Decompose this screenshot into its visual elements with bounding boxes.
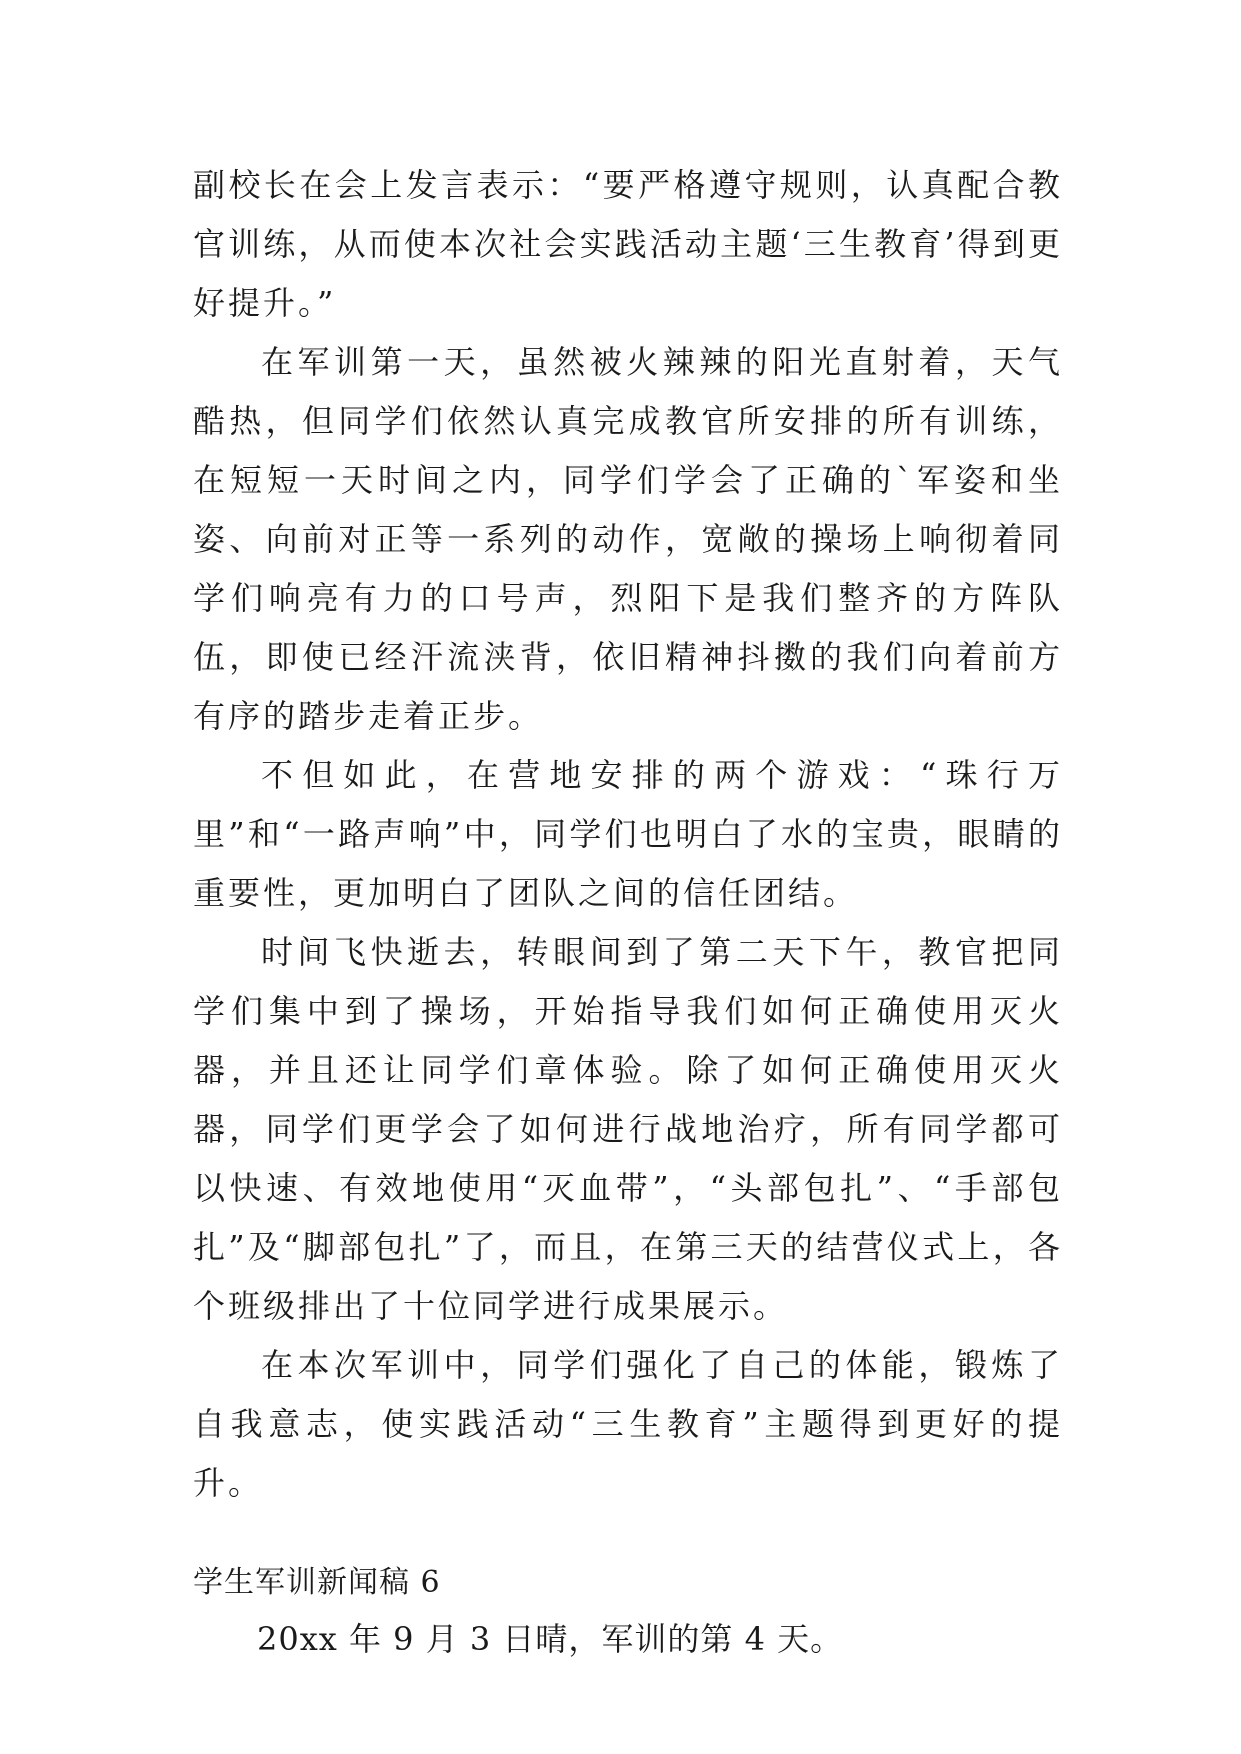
paragraph-second-day: 时间飞快逝去，转眼间到了第二天下午，教官把同学们集中到了操场，开始指导我们如何正确使用灭火器，并且还让同学们章体验。除了如何正确使用灭火器，同学们更学会了如何进行战地治疗，所有同学都可以快速、有效地使用“灭血带”，“头部包扎”、“手部包扎”及“脚部包扎”了，而且，在第三天的结营仪式上，各个班级排出了十位同学进行成果展示。	[193, 933, 1063, 1325]
section-gap	[193, 1513, 1063, 1555]
date-line: 20xx 年 9 月 3 日晴，军训的第 4 天。	[257, 1620, 844, 1658]
document-body	[193, 156, 1063, 1667]
section-heading: 学生军训新闻稿 6	[193, 1565, 441, 1600]
paragraph-games: 不但如此，在营地安排的两个游戏：“珠行万里”和“一路声响”中，同学们也明白了水的宝贵，眼睛的重要性，更加明白了团队之间的信任团结。	[193, 756, 1063, 912]
paragraph-first-day: 在军训第一天，虽然被火辣辣的阳光直射着，天气酷热，但同学们依然认真完成教官所安排的所有训练，在短短一天时间之内，同学们学会了正确的`军姿和坐姿、向前对正等一系列的动作，宽敞的操场上响彻着同学们响亮有力的口号声，烈阳下是我们整齐的方阵队伍，即使已经汗流浃背，依旧精神抖擞的我们向着前方有序的踏步走着正步。	[193, 343, 1063, 735]
paragraph-summary: 在本次军训中，同学们强化了自己的体能，锻炼了自我意志，使实践活动“三生教育”主题得到更好的提升。	[193, 1346, 1063, 1502]
paragraph-speech: 副校长在会上发言表示：“要严格遵守规则，认真配合教官训练，从而使本次社会实践活动主题‘三生教育’得到更好提升。”	[193, 166, 1063, 322]
